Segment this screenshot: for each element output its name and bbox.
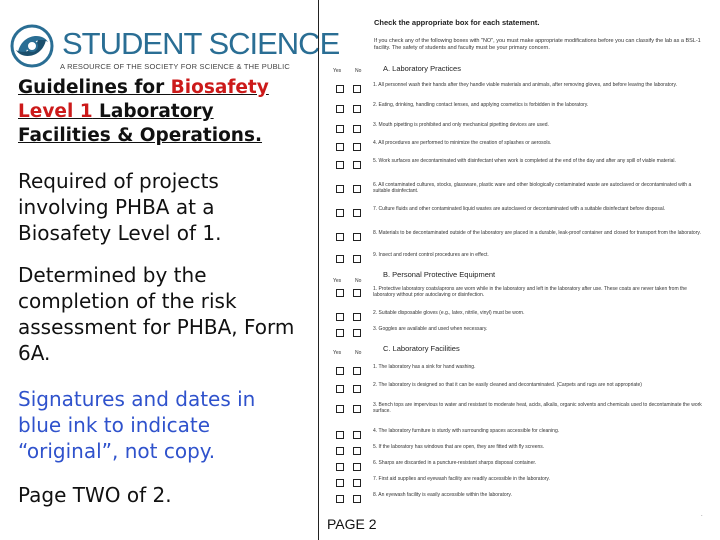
no-checkbox[interactable] bbox=[353, 105, 361, 113]
form-page-preview bbox=[318, 0, 720, 540]
statement-text: 6. Sharps are discarded in a puncture-resistant sharps disposal container. bbox=[373, 460, 537, 466]
statement-text: 9. Insect and rodent control procedures are in effect. bbox=[373, 252, 489, 258]
no-label: No bbox=[355, 278, 362, 284]
no-checkbox[interactable] bbox=[353, 447, 361, 455]
section-title: B. Personal Protective Equipment bbox=[383, 270, 496, 279]
no-checkbox[interactable] bbox=[353, 463, 361, 471]
yes-checkbox[interactable] bbox=[336, 405, 344, 413]
statement-text: 3. Mouth pipetting is prohibited and only mechanical pipetting devices are used. bbox=[373, 122, 549, 128]
paragraph-signatures: Signatures and dates in blue ink to indicate “original”, not copy. bbox=[18, 387, 256, 463]
section-title: A. Laboratory Practices bbox=[383, 64, 461, 73]
statement-text: 7. First aid supplies and eyewash facility are readily accessible in the laboratory. bbox=[373, 476, 550, 482]
yes-checkbox[interactable] bbox=[336, 143, 344, 151]
yes-label: Yes bbox=[333, 350, 342, 356]
no-checkbox[interactable] bbox=[353, 313, 361, 321]
yes-checkbox[interactable] bbox=[336, 185, 344, 193]
no-checkbox[interactable] bbox=[353, 209, 361, 217]
no-checkbox[interactable] bbox=[353, 289, 361, 297]
checklist-row bbox=[333, 230, 713, 244]
no-checkbox[interactable] bbox=[353, 479, 361, 487]
no-checkbox[interactable] bbox=[353, 367, 361, 375]
checklist-row bbox=[333, 492, 713, 506]
yes-checkbox[interactable] bbox=[336, 495, 344, 503]
checklist-row bbox=[333, 252, 713, 266]
statement-text: 4. All procedures are performed to minimize the creation of splashes or aerosols. bbox=[373, 140, 552, 146]
statement-text: 2. Eating, drinking, handling contact lenses, and applying cosmetics is forbidden in the laboratory. bbox=[373, 102, 589, 108]
checklist-row bbox=[333, 460, 713, 474]
checklist-row bbox=[333, 444, 713, 458]
no-label: No bbox=[355, 68, 362, 74]
paragraph-page-number: Page TWO of 2. bbox=[18, 483, 172, 507]
form-heading: Check the appropriate box for each statement. bbox=[374, 18, 540, 27]
logo-tagline: A RESOURCE OF THE SOCIETY FOR SCIENCE & THE PUBLIC bbox=[60, 62, 291, 71]
statement-text: 5. If the laboratory has windows that are open, they are fitted with fly screens. bbox=[373, 444, 545, 450]
statement-text: 2. Suitable disposable gloves (e.g., latex, nitrile, vinyl) must be worn. bbox=[373, 310, 525, 316]
checklist-row bbox=[333, 140, 713, 154]
page-title bbox=[18, 76, 298, 148]
checklist-row bbox=[333, 182, 713, 196]
checklist-row bbox=[333, 158, 713, 172]
no-checkbox[interactable] bbox=[353, 85, 361, 93]
no-checkbox[interactable] bbox=[353, 431, 361, 439]
statement-text: 8. An eyewash facility is easily accessible within the laboratory. bbox=[373, 492, 512, 498]
section-title: C. Laboratory Facilities bbox=[383, 344, 460, 353]
no-checkbox[interactable] bbox=[353, 495, 361, 503]
statement-text: 1. Protective laboratory coats/aprons are worn while in the laboratory and left in the laboratory after use. These coats are never taken from the laboratory without prior autoclaving or disinfection. bbox=[373, 286, 687, 298]
page-number-label: PAGE 2 bbox=[327, 516, 377, 532]
checklist-row bbox=[333, 402, 713, 416]
yes-checkbox[interactable] bbox=[336, 289, 344, 297]
yes-checkbox[interactable] bbox=[336, 161, 344, 169]
title-part2: Laboratory Facilities & Operations. bbox=[18, 101, 263, 146]
yes-checkbox[interactable] bbox=[336, 329, 344, 337]
checklist-row bbox=[333, 286, 713, 300]
checklist-row bbox=[333, 82, 713, 96]
statement-text: 8. Materials to be decontaminated outside of the laboratory are placed in a durable, leak-proof container and closed for transport from the laboratory. bbox=[373, 230, 701, 236]
yes-checkbox[interactable] bbox=[336, 105, 344, 113]
no-checkbox[interactable] bbox=[353, 405, 361, 413]
no-checkbox[interactable] bbox=[353, 161, 361, 169]
statement-text: 3. Goggles are available and used when necessary. bbox=[373, 326, 488, 332]
no-checkbox[interactable] bbox=[353, 143, 361, 151]
form-intro: If you check any of the following boxes with "NO", you must make appropriate modifications before you can classify the lab as a BSL-1 facility. The safety of students and faculty must be your primary concern. bbox=[374, 38, 701, 51]
statement-text: 5. Work surfaces are decontaminated with disinfectant when work is completed at the end of the day and after any spill of viable material. bbox=[373, 158, 676, 164]
paragraph-requirement: Required of projects involving PHBA at a Biosafety Level of 1. bbox=[18, 169, 222, 245]
yes-checkbox[interactable] bbox=[336, 255, 344, 263]
no-checkbox[interactable] bbox=[353, 233, 361, 241]
yes-checkbox[interactable] bbox=[336, 367, 344, 375]
no-checkbox[interactable] bbox=[353, 329, 361, 337]
checklist-row bbox=[333, 364, 713, 378]
yes-checkbox[interactable] bbox=[336, 479, 344, 487]
statement-text: 1. All personnel wash their hands after they handle viable materials and animals, after removing gloves, and before leaving the laboratory. bbox=[373, 82, 677, 88]
decorative-dot: . bbox=[701, 512, 703, 518]
no-checkbox[interactable] bbox=[353, 385, 361, 393]
yes-checkbox[interactable] bbox=[336, 85, 344, 93]
yes-checkbox[interactable] bbox=[336, 209, 344, 217]
yes-checkbox[interactable] bbox=[336, 431, 344, 439]
statement-text: 2. The laboratory is designed so that it can be easily cleaned and decontaminated. (Carpets and rugs are not appropriate) bbox=[373, 382, 642, 388]
logo-wordmark: STUDENT SCIENCE bbox=[62, 26, 340, 61]
title-part1: Guidelines for bbox=[18, 77, 171, 98]
yes-label: Yes bbox=[333, 68, 342, 74]
statement-text: 6. All contaminated cultures, stocks, glassware, plastic ware and other biologically contaminated waste are autoclaved or decontaminated with a suitable disinfectant. bbox=[373, 182, 692, 194]
yes-checkbox[interactable] bbox=[336, 125, 344, 133]
no-label: No bbox=[355, 350, 362, 356]
checklist-row bbox=[333, 476, 713, 490]
statement-text: 1. The laboratory has a sink for hand washing. bbox=[373, 364, 476, 370]
swirl-icon bbox=[8, 22, 58, 70]
yes-checkbox[interactable] bbox=[336, 385, 344, 393]
paragraph-risk-assessment: Determined by the completion of the risk assessment for PHBA, Form 6A. bbox=[18, 263, 295, 365]
yes-checkbox[interactable] bbox=[336, 233, 344, 241]
yes-checkbox[interactable] bbox=[336, 447, 344, 455]
statement-text: 4. The laboratory furniture is sturdy with surrounding spaces accessible for cleaning. bbox=[373, 428, 560, 434]
checklist-row bbox=[333, 428, 713, 442]
statement-text: 3. Bench tops are impervious to water and resistant to moderate heat, acids, alkalis, organic solvents and chemicals used to decontaminate the work surface. bbox=[373, 402, 702, 414]
yes-checkbox[interactable] bbox=[336, 463, 344, 471]
checklist-row bbox=[333, 382, 713, 396]
checklist-row bbox=[333, 206, 713, 220]
yes-label: Yes bbox=[333, 278, 342, 284]
no-checkbox[interactable] bbox=[353, 185, 361, 193]
no-checkbox[interactable] bbox=[353, 125, 361, 133]
checklist-row bbox=[333, 122, 713, 136]
yes-checkbox[interactable] bbox=[336, 313, 344, 321]
checklist-row bbox=[333, 326, 713, 340]
checklist-row bbox=[333, 102, 713, 116]
no-checkbox[interactable] bbox=[353, 255, 361, 263]
checklist-row bbox=[333, 310, 713, 324]
statement-text: 7. Culture fluids and other contaminated liquid wastes are autoclaved or decontaminated with a suitable disinfectant before disposal. bbox=[373, 206, 666, 212]
title-biosafety-level: Biosafety Level 1 bbox=[18, 77, 269, 122]
